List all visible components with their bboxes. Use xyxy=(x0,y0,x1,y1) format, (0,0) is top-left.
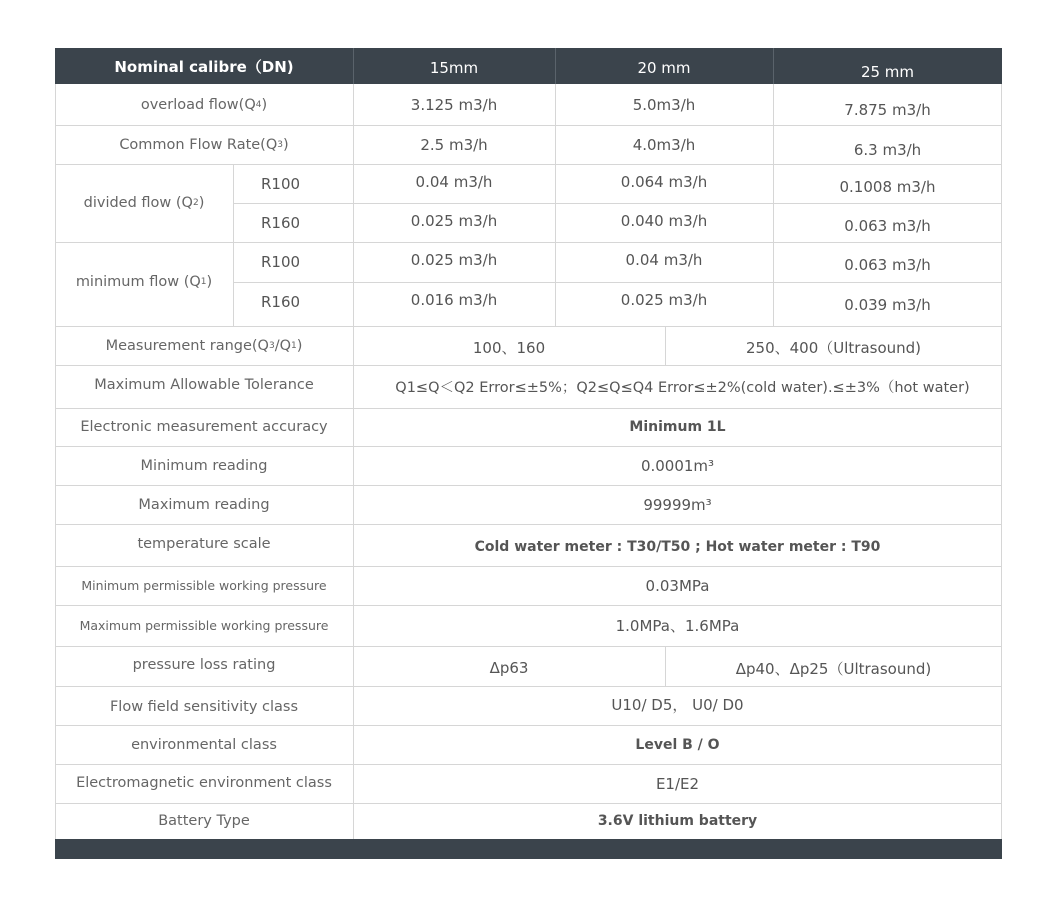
row-label: Minimum permissible working pressure xyxy=(81,578,327,593)
grid-line xyxy=(665,646,666,686)
header-size-25: 25 mm xyxy=(860,63,915,81)
grid-line xyxy=(55,365,1002,366)
grid-line xyxy=(233,164,234,326)
value-max-reading: 99999m³ xyxy=(643,495,712,514)
row-label: Common Flow Rate(Q 3 ) xyxy=(119,136,289,153)
row-label: Flow field sensitivity class xyxy=(109,698,299,715)
value-accuracy: Minimum 1L xyxy=(629,419,726,435)
row-label: Maximum reading xyxy=(138,496,270,513)
value-15mm: 0.025 m3/h xyxy=(410,211,498,230)
grid-line xyxy=(55,408,1002,409)
value-environmental: Level B / O xyxy=(635,736,720,753)
value-15mm: 0.04 m3/h xyxy=(415,172,493,191)
table-row-overload-flow xyxy=(55,84,1002,125)
value-20mm: 0.064 m3/h xyxy=(620,172,708,191)
value-pressure-loss-standard: Δp63 xyxy=(489,659,529,677)
value-range-standard: 100、160 xyxy=(472,339,546,357)
grid-line xyxy=(353,84,354,839)
row-label: Maximum Allowable Tolerance xyxy=(94,377,314,393)
grid-line xyxy=(233,282,1002,283)
table-row-measurement-range xyxy=(55,326,1002,365)
value-min-pressure: 0.03MPa xyxy=(645,576,710,595)
grid-line xyxy=(55,446,1002,447)
value-20mm: 5.0m3/h xyxy=(632,95,696,114)
table-row-min-pressure xyxy=(55,566,1002,605)
table-row-accuracy xyxy=(55,408,1002,446)
ratio-r160: R160 xyxy=(261,293,301,311)
value-max-pressure: 1.0MPa、1.6MPa xyxy=(615,617,740,635)
grid-line xyxy=(55,646,1002,647)
ratio-r100: R100 xyxy=(261,253,301,271)
value-15mm: 3.125 m3/h xyxy=(410,95,498,114)
grid-line xyxy=(665,326,666,365)
value-25mm: 0.063 m3/h xyxy=(844,256,931,274)
table-row-max-pressure xyxy=(55,605,1002,646)
footer-bar xyxy=(55,839,1002,859)
ratio-r100: R100 xyxy=(261,174,301,193)
table-header-row xyxy=(55,48,1002,84)
value-battery: 3.6V lithium battery xyxy=(597,813,758,829)
value-pressure-loss-ultrasound: Δp40、Δp25（Ultrasound) xyxy=(735,659,932,678)
value-25mm: 7.875 m3/h xyxy=(844,100,931,119)
table-row-electromagnetic xyxy=(55,764,1002,803)
table-row-min-reading xyxy=(55,446,1002,485)
grid-line xyxy=(773,84,774,326)
table-row-common-flow xyxy=(55,125,1002,164)
value-15mm: 2.5 m3/h xyxy=(420,135,488,154)
table-row-environmental xyxy=(55,725,1002,764)
grid-line xyxy=(55,485,1002,486)
grid-line xyxy=(1001,84,1002,839)
table-row-minimum-flow xyxy=(55,242,1002,326)
grid-line xyxy=(55,125,1002,126)
grid-line xyxy=(55,524,1002,525)
value-25mm: 0.039 m3/h xyxy=(844,296,931,314)
grid-line xyxy=(55,326,1002,327)
grid-line xyxy=(55,605,1002,606)
row-label: Battery Type xyxy=(158,813,250,829)
row-label: Maximum permissible working pressure xyxy=(79,617,329,633)
value-range-ultrasound: 250、400（Ultrasound) xyxy=(745,339,922,357)
row-label: minimum flow (Q 1 ) xyxy=(75,274,213,290)
row-label: pressure loss rating xyxy=(132,657,276,673)
grid-line xyxy=(55,686,1002,687)
value-temperature: Cold water meter : T30/T50 ; Hot water meter : T90 xyxy=(474,539,881,555)
header-size-15: 15mm xyxy=(429,59,479,77)
grid-line xyxy=(555,84,556,326)
value-flow-field: U10/ D5， U0/ D0 xyxy=(611,696,744,714)
grid-line xyxy=(55,84,56,839)
table-row-tolerance xyxy=(55,365,1002,408)
table-row-pressure-loss xyxy=(55,646,1002,686)
value-20mm: 4.0m3/h xyxy=(632,135,696,154)
header-divider xyxy=(773,48,774,84)
grid-line xyxy=(55,164,1002,165)
ratio-r160: R160 xyxy=(261,213,301,232)
row-label: divided flow (Q 2 ) xyxy=(83,195,205,211)
grid-line xyxy=(55,566,1002,567)
row-label: Electromagnetic environment class xyxy=(76,774,332,791)
row-label: temperature scale xyxy=(137,536,271,552)
grid-line xyxy=(55,764,1002,765)
value-15mm: 0.016 m3/h xyxy=(410,291,498,309)
table-row-temperature xyxy=(55,524,1002,566)
value-min-reading: 0.0001m³ xyxy=(640,456,715,475)
header-size-20: 20 mm xyxy=(637,59,691,77)
row-label: Minimum reading xyxy=(140,457,268,474)
value-25mm: 0.063 m3/h xyxy=(844,216,931,235)
value-15mm: 0.025 m3/h xyxy=(410,251,498,269)
table-row-max-reading xyxy=(55,485,1002,524)
grid-line xyxy=(55,803,1002,804)
table-row-flow-field xyxy=(55,686,1002,725)
row-label: overload flow(Q 4 ) xyxy=(140,96,268,113)
table-row-battery xyxy=(55,803,1002,839)
value-tolerance: Q1≤Q＜Q2 Error≤±5%；Q2≤Q≤Q4 Error≤±2%(cold water).≤±3%（hot water) xyxy=(395,380,970,396)
value-20mm: 0.040 m3/h xyxy=(620,211,708,230)
grid-line xyxy=(233,203,1002,204)
row-label: environmental class xyxy=(131,736,277,753)
row-label: Electronic measurement accuracy xyxy=(80,419,328,435)
value-electromagnetic: E1/E2 xyxy=(655,774,700,793)
header-divider xyxy=(353,48,354,84)
value-20mm: 0.04 m3/h xyxy=(625,251,703,269)
value-20mm: 0.025 m3/h xyxy=(620,291,708,309)
grid-line xyxy=(55,242,1002,243)
value-25mm: 0.1008 m3/h xyxy=(839,177,936,196)
grid-line xyxy=(55,725,1002,726)
header-divider xyxy=(555,48,556,84)
row-label: Measurement range(Q 3 /Q 1 ) xyxy=(105,337,303,354)
value-25mm: 6.3 m3/h xyxy=(853,140,922,159)
header-nominal-calibre: Nominal calibre（DN) xyxy=(114,57,294,76)
